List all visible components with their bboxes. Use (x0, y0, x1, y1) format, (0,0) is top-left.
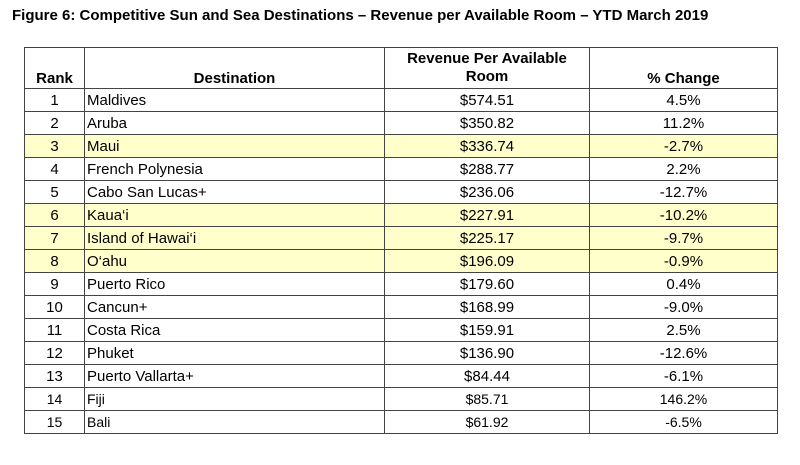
table-header (25, 48, 778, 89)
change-cell: -12.7% (590, 181, 778, 204)
table-body (25, 89, 778, 434)
table-row (25, 319, 778, 342)
destination-cell: Fiji (85, 388, 385, 411)
destination-cell: Cancun+ (85, 296, 385, 319)
header-revpar: Revenue Per Available Room (385, 48, 590, 89)
change-cell: -0.9% (590, 250, 778, 273)
revpar-cell: $85.71 (385, 388, 590, 411)
destination-cell: O‘ahu (85, 250, 385, 273)
change-cell: -2.7% (590, 135, 778, 158)
revpar-cell: $61.92 (385, 411, 590, 434)
table-row (25, 227, 778, 250)
revpar-cell: $350.82 (385, 112, 590, 135)
table-row (25, 250, 778, 273)
destination-cell: Island of Hawai‘i (85, 227, 385, 250)
change-cell: 0.4% (590, 273, 778, 296)
change-cell: -10.2% (590, 204, 778, 227)
revpar-cell: $179.60 (385, 273, 590, 296)
destination-cell: Maldives (85, 89, 385, 112)
rank-cell: 9 (25, 273, 85, 296)
destination-cell: Cabo San Lucas+ (85, 181, 385, 204)
table-row (25, 89, 778, 112)
table-row (25, 388, 778, 411)
header-destination: Destination (85, 48, 385, 89)
table-row (25, 181, 778, 204)
destination-cell: Kaua‘i (85, 204, 385, 227)
rank-cell: 8 (25, 250, 85, 273)
revpar-cell: $159.91 (385, 319, 590, 342)
change-cell: -12.6% (590, 342, 778, 365)
change-cell: -9.7% (590, 227, 778, 250)
destination-cell: Maui (85, 135, 385, 158)
table-row (25, 365, 778, 388)
rank-cell: 14 (25, 388, 85, 411)
change-cell: -6.1% (590, 365, 778, 388)
change-cell: -9.0% (590, 296, 778, 319)
revpar-cell: $236.06 (385, 181, 590, 204)
rank-cell: 15 (25, 411, 85, 434)
rank-cell: 4 (25, 158, 85, 181)
table-row (25, 135, 778, 158)
figure-title: Figure 6: Competitive Sun and Sea Destinations – Revenue per Available Room – YTD March 2019 (12, 7, 709, 24)
revpar-cell: $574.51 (385, 89, 590, 112)
destination-cell: Costa Rica (85, 319, 385, 342)
revpar-cell: $168.99 (385, 296, 590, 319)
destination-cell: Bali (85, 411, 385, 434)
change-cell: 4.5% (590, 89, 778, 112)
rank-cell: 3 (25, 135, 85, 158)
destination-cell: Aruba (85, 112, 385, 135)
table-row (25, 342, 778, 365)
revpar-cell: $288.77 (385, 158, 590, 181)
table-row (25, 411, 778, 434)
rank-cell: 1 (25, 89, 85, 112)
revpar-cell: $227.91 (385, 204, 590, 227)
change-cell: 146.2% (590, 388, 778, 411)
table-row (25, 273, 778, 296)
rank-cell: 13 (25, 365, 85, 388)
destination-cell: Puerto Rico (85, 273, 385, 296)
rank-cell: 7 (25, 227, 85, 250)
revpar-cell: $84.44 (385, 365, 590, 388)
revpar-table (24, 47, 778, 434)
destination-cell: Puerto Vallarta+ (85, 365, 385, 388)
rank-cell: 6 (25, 204, 85, 227)
table-row (25, 158, 778, 181)
revpar-cell: $336.74 (385, 135, 590, 158)
header-rank: Rank (25, 48, 85, 89)
rank-cell: 10 (25, 296, 85, 319)
rank-cell: 2 (25, 112, 85, 135)
revpar-cell: $136.90 (385, 342, 590, 365)
destination-cell: French Polynesia (85, 158, 385, 181)
header-row (25, 48, 778, 89)
change-cell: 2.5% (590, 319, 778, 342)
change-cell: 11.2% (590, 112, 778, 135)
revpar-cell: $196.09 (385, 250, 590, 273)
rank-cell: 5 (25, 181, 85, 204)
table-row (25, 204, 778, 227)
header-change: % Change (590, 48, 778, 89)
revpar-cell: $225.17 (385, 227, 590, 250)
change-cell: -6.5% (590, 411, 778, 434)
rank-cell: 11 (25, 319, 85, 342)
rank-cell: 12 (25, 342, 85, 365)
destination-cell: Phuket (85, 342, 385, 365)
table-row (25, 296, 778, 319)
table-row (25, 112, 778, 135)
change-cell: 2.2% (590, 158, 778, 181)
